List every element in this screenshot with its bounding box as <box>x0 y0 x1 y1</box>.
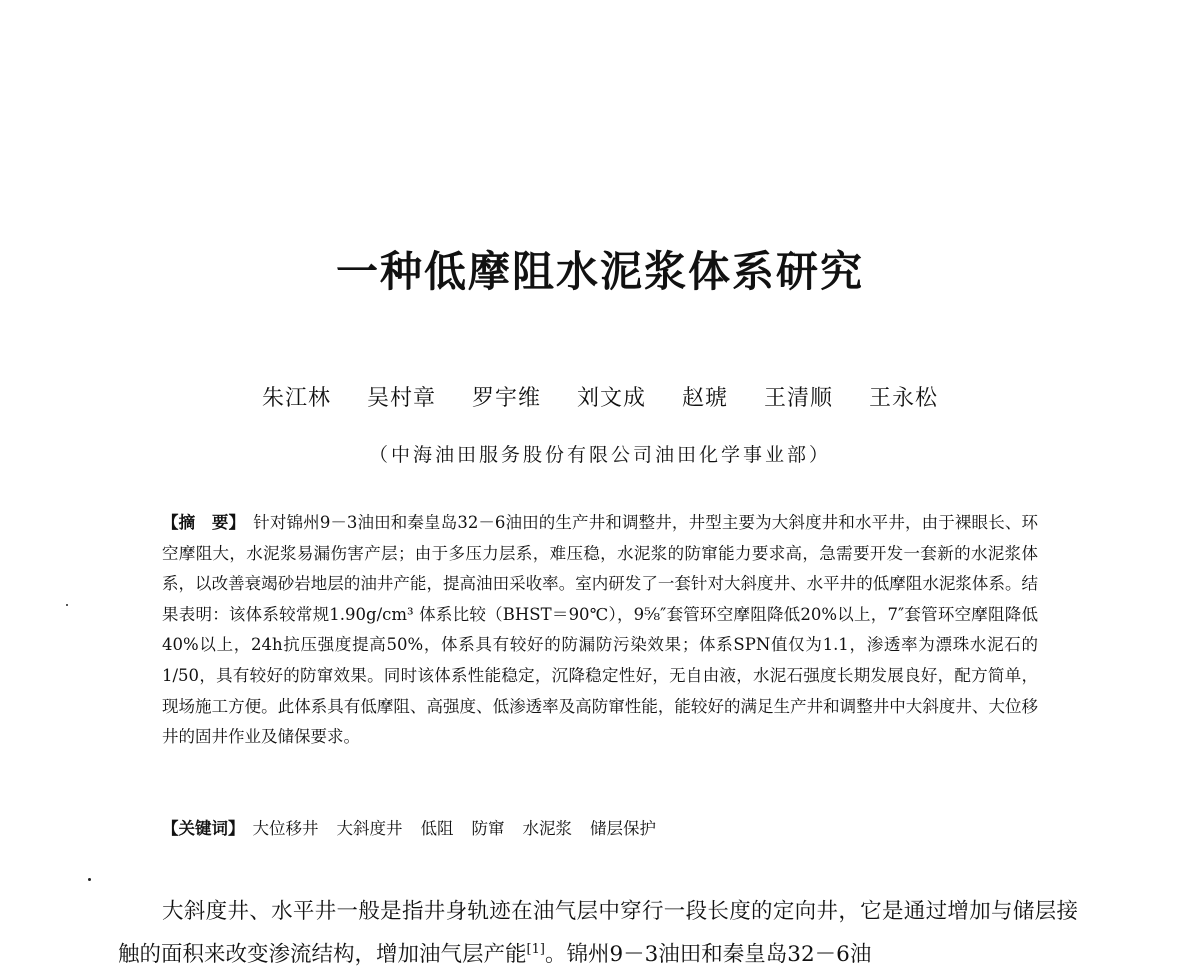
body-paragraph <box>118 893 1078 974</box>
keyword: 水泥浆 <box>522 819 572 838</box>
author-name: 朱江林 <box>261 386 331 411</box>
keyword: 储层保护 <box>590 819 656 838</box>
author-name: 赵琥 <box>682 386 729 411</box>
keyword: 大位移井 <box>252 819 319 838</box>
keyword: 大斜度井 <box>336 819 403 838</box>
scan-speck <box>88 878 91 881</box>
citation-ref: [1] <box>526 942 545 957</box>
body-text-continued: 。锦州9－3油田和秦皇岛32－6油 <box>544 942 872 968</box>
abstract <box>162 508 1038 753</box>
keywords-label: 【关键词】 <box>162 819 245 838</box>
author-name: 罗宇维 <box>471 386 541 411</box>
keyword: 防窜 <box>471 819 505 838</box>
body-text: 大斜度井、水平井一般是指井身轨迹在油气层中穿行一段长度的定向井，它是通过增加与储层接触的面积来改变渗流结构，增加油气层产能 <box>118 899 1078 968</box>
keyword: 低阻 <box>420 819 454 838</box>
author-affiliation: （中海油田服务股份有限公司油田化学事业部） <box>368 444 831 466</box>
author-list <box>0 384 1200 414</box>
author-name: 吴村章 <box>366 386 436 411</box>
author-name: 王清顺 <box>764 386 834 411</box>
abstract-label: 【摘 要】 <box>162 513 246 532</box>
author-name: 刘文成 <box>576 386 646 411</box>
author-name: 王永松 <box>869 386 939 411</box>
abstract-text: 针对锦州9－3油田和秦皇岛32－6油田的生产井和调整井，井型主要为大斜度井和水平井，由于裸眼长、环空摩阻大，水泥浆易漏伤害产层；由于多压力层系，难压稳，水泥浆的防窜能力要求高，急需要开发一套新的水泥浆体系，以改善衰竭砂岩地层的油井产能，提高油田采收率。室内研发了一套针对大斜度井、水平井的低摩阻水泥浆体系。结果表明：该体系较常规1.90g/cm³ 体系比较（BHST＝90℃），9⅝″套管环空摩阻降低20%以上，7″套管环空摩阻降低40%以上，24h抗压强度提高50%，体系具有较好的防漏防污染效果；体系SPN值仅为1.1，渗透率为漂珠水泥石的1/50，具有较好的防窜效果。同时该体系性能稳定，沉降稳定性好，无自由液，水泥石强度长期发展良好，配方简单，现场施工方便。此体系具有低摩阻、高强度、低渗透率及高防窜性能，能较好的满足生产井和调整井中大斜度井、大位移井的固井作业及储保要求。 <box>162 513 1038 747</box>
paper-title: 一种低摩阻水泥浆体系研究 <box>335 247 864 296</box>
scan-speck <box>66 604 68 606</box>
keywords <box>162 814 1038 844</box>
